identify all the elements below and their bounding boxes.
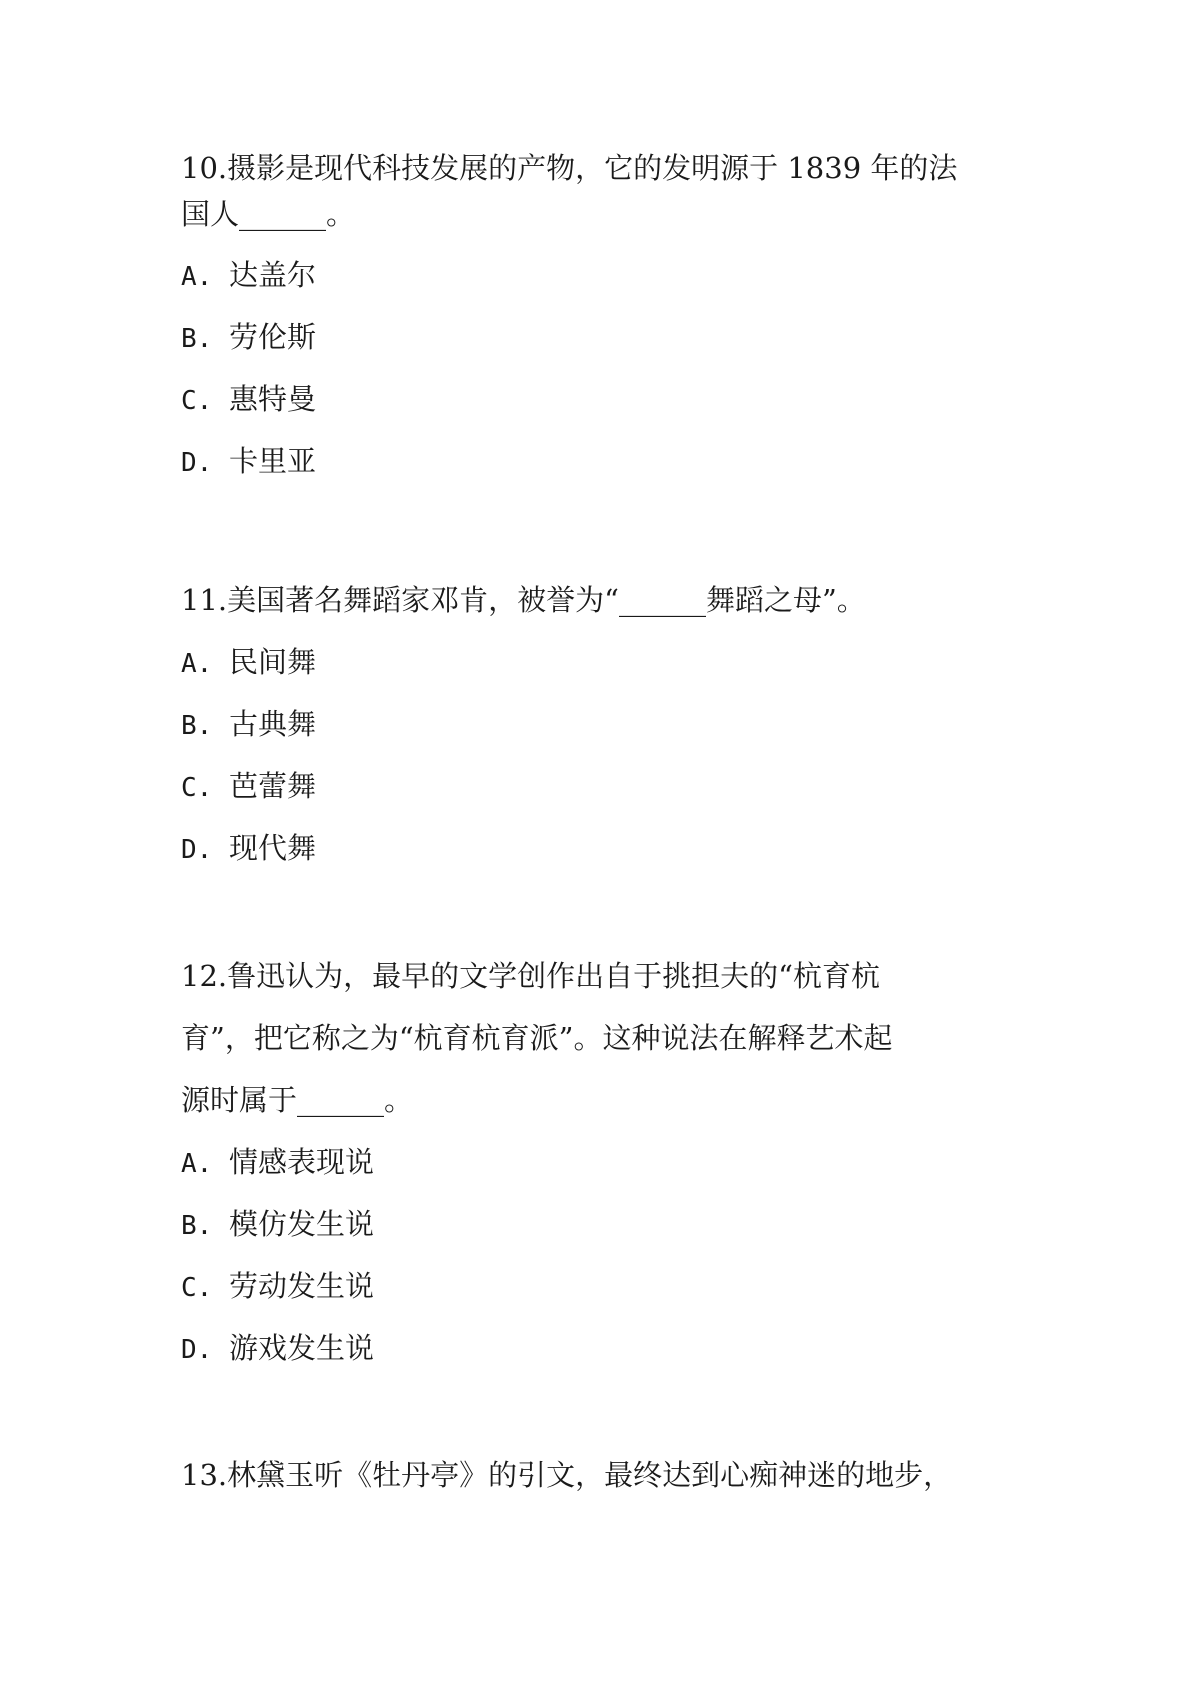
option-letter: C. — [181, 386, 213, 416]
question-12-stem-line-2: 育”，把它称之为“杭育杭育派”。这种说法在解释艺术起 — [181, 1021, 893, 1055]
option-text: 卡里亚 — [229, 444, 317, 478]
question-10-option-b — [181, 317, 316, 359]
option-text: 芭蕾舞 — [229, 769, 317, 803]
option-text: 惠特曼 — [229, 382, 317, 416]
option-text: 情感表现说 — [229, 1145, 375, 1179]
option-text: 民间舞 — [229, 645, 317, 679]
option-text: 古典舞 — [229, 707, 317, 741]
question-12-option-b — [181, 1204, 374, 1246]
option-text: 现代舞 — [229, 831, 317, 865]
option-text: 劳动发生说 — [229, 1269, 375, 1303]
option-text: 模仿发生说 — [229, 1207, 375, 1241]
option-text: 达盖尔 — [229, 258, 317, 292]
option-letter: B. — [181, 1211, 213, 1241]
option-letter: A. — [181, 1149, 213, 1179]
option-text: 劳伦斯 — [229, 320, 317, 354]
option-letter: D. — [181, 448, 213, 478]
question-10-option-a — [181, 255, 316, 297]
question-10-stem-line-1: 10.摄影是现代科技发展的产物，它的发明源于 1839 年的法 — [181, 151, 958, 185]
question-11-option-d — [181, 828, 316, 870]
question-12-option-c — [181, 1266, 374, 1308]
question-11-option-b — [181, 704, 316, 746]
option-letter: B. — [181, 711, 213, 741]
question-12-stem-line-3: 源时属于______。 — [181, 1083, 414, 1117]
question-12-stem-line-1: 12.鲁迅认为，最早的文学创作出自于挑担夫的“杭育杭 — [181, 959, 880, 993]
question-12-option-a — [181, 1142, 374, 1184]
question-13-stem-line-1: 13.林黛玉听《牡丹亭》的引文，最终达到心痴神迷的地步， — [181, 1458, 953, 1492]
question-11-option-c — [181, 766, 316, 808]
option-letter: C. — [181, 773, 213, 803]
question-10-stem-line-2: 国人______。 — [181, 197, 356, 231]
option-letter: C. — [181, 1273, 213, 1303]
question-10-option-c — [181, 379, 316, 421]
question-11-stem-line-1: 11.美国著名舞蹈家邓肯，被誉为“______舞蹈之母”。 — [181, 583, 866, 617]
option-letter: A. — [181, 262, 213, 292]
option-letter: D. — [181, 835, 213, 865]
option-letter: D. — [181, 1335, 213, 1365]
option-letter: B. — [181, 324, 213, 354]
question-12-option-d — [181, 1328, 374, 1370]
question-11-option-a — [181, 642, 316, 684]
question-10-option-d — [181, 441, 316, 483]
option-text: 游戏发生说 — [229, 1331, 375, 1365]
option-letter: A. — [181, 649, 213, 679]
